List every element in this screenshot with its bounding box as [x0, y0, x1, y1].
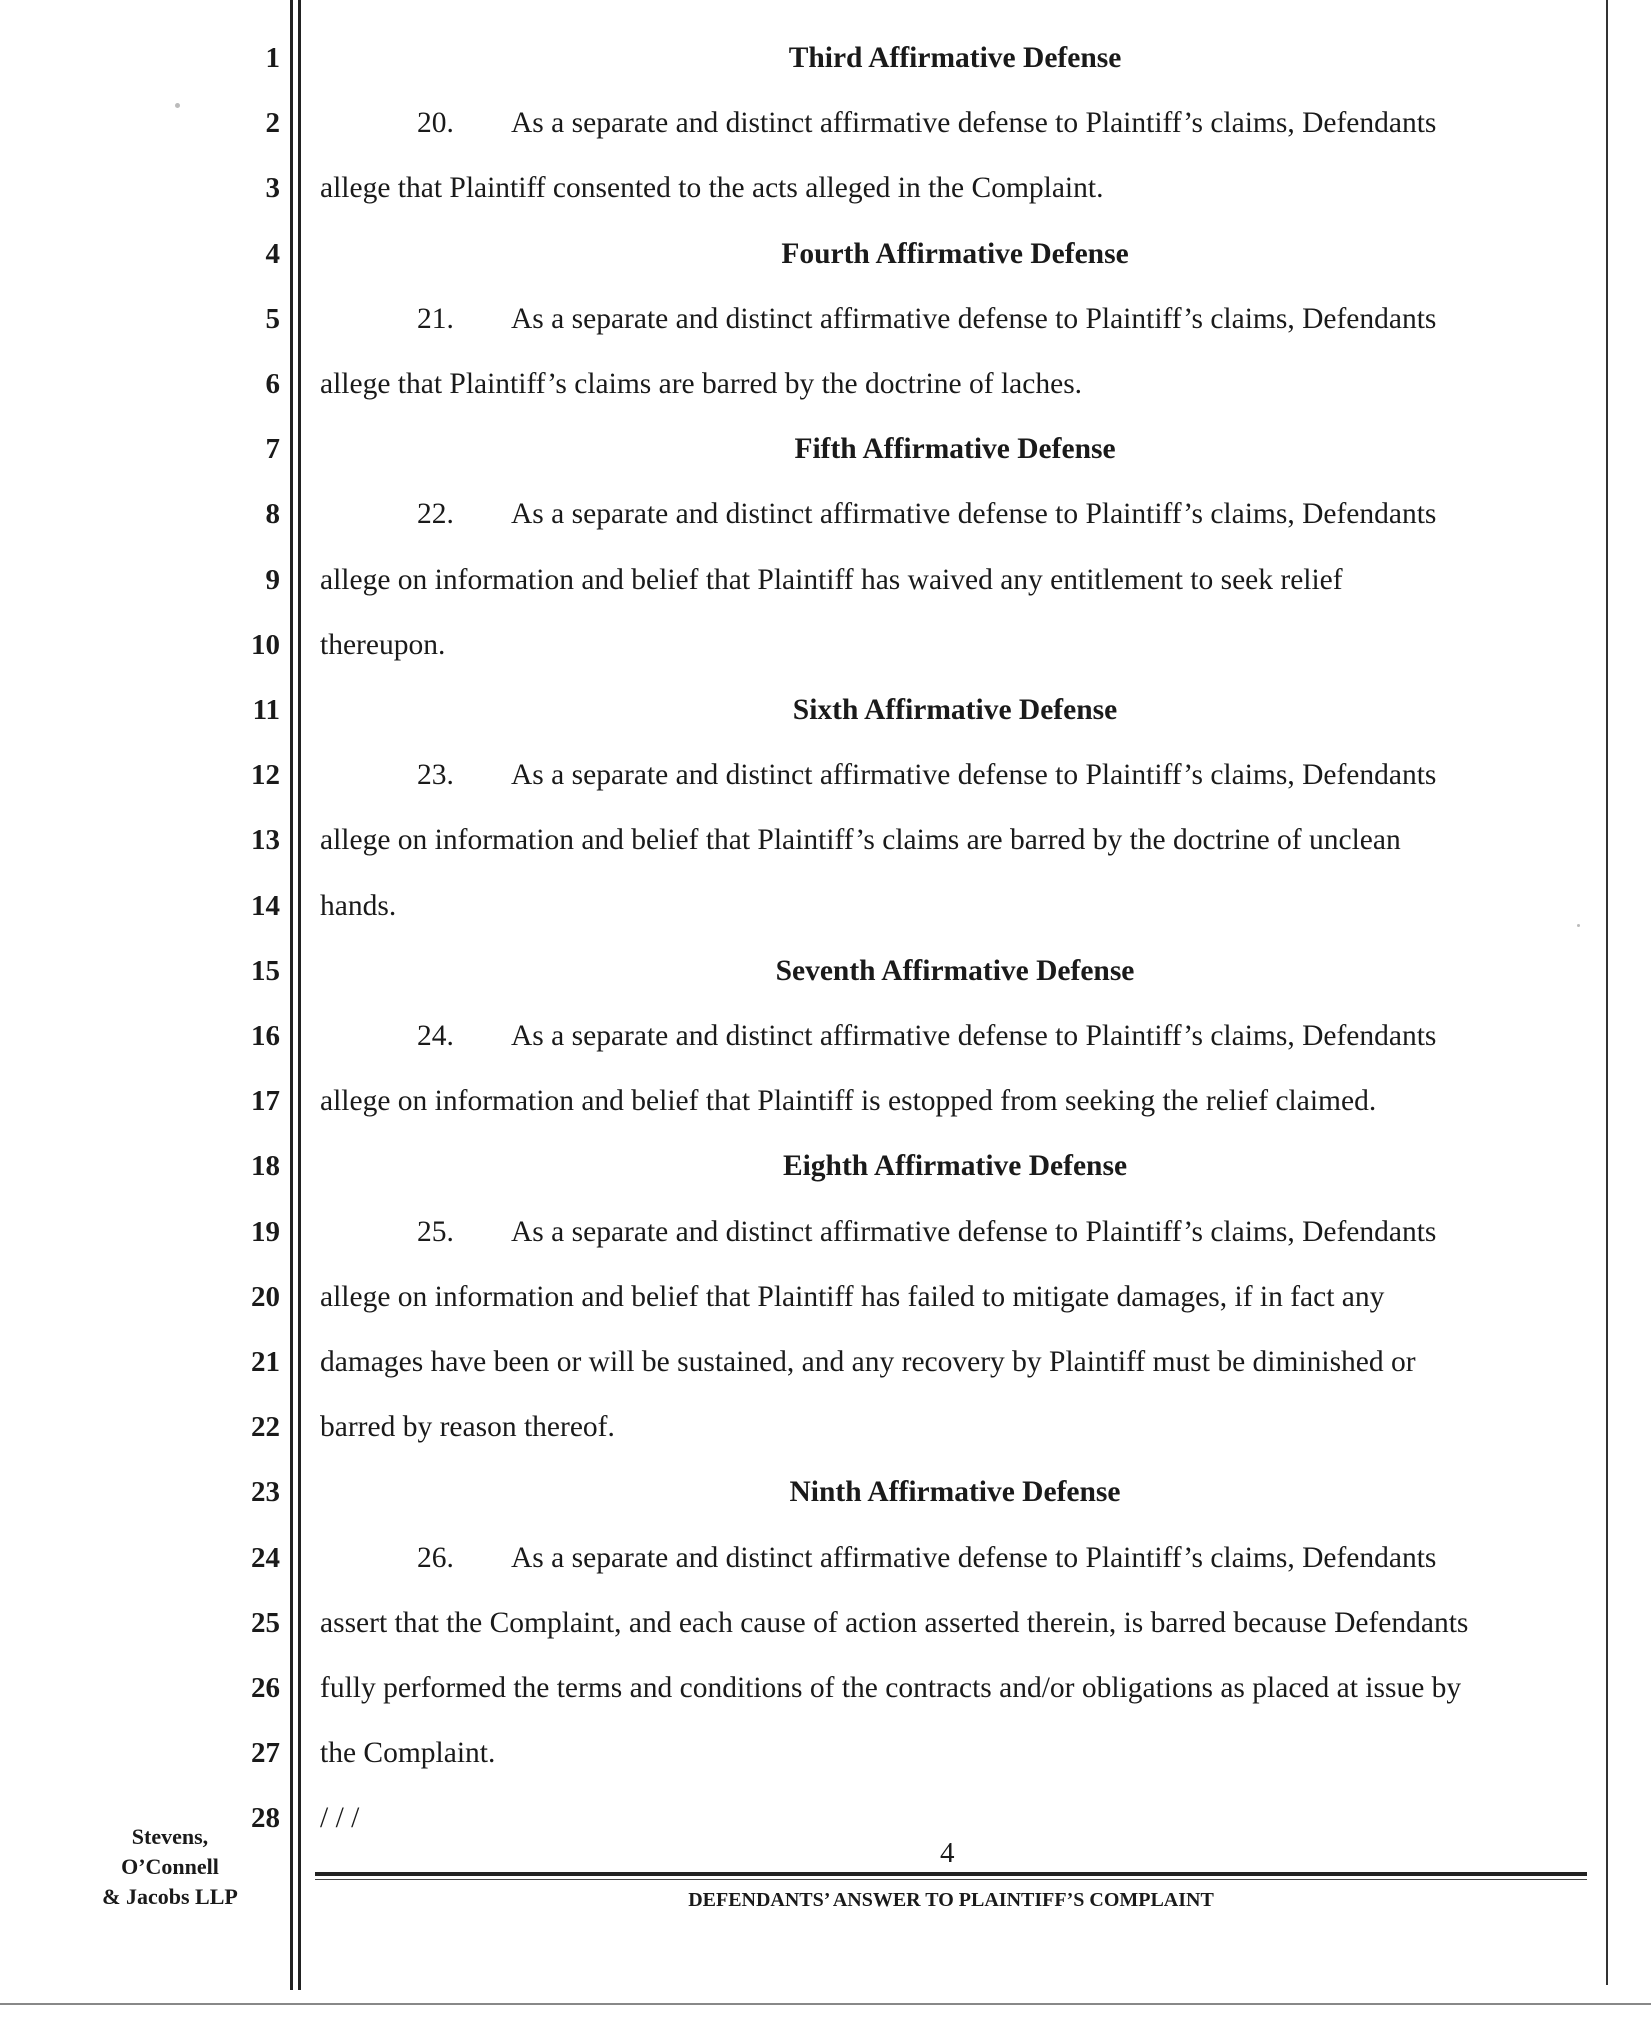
scan-edge-line: [0, 2003, 1651, 2005]
paragraph-number: 20.: [417, 107, 454, 140]
line-number: 20: [251, 1280, 280, 1313]
line-number: 5: [265, 302, 280, 335]
line-number: 21: [251, 1346, 280, 1378]
paragraph-line: assert that the Complaint, and each cause of action asserted therein, is barred because Defendants: [320, 1606, 1469, 1639]
right-margin-rule: [1606, 0, 1608, 1985]
firm-line: & Jacobs LLP: [102, 1884, 238, 1909]
footer-rule-thin: [315, 1879, 1587, 1880]
paragraph-first-line: [320, 302, 1590, 336]
line-number: 10: [251, 628, 280, 661]
line-number: 13: [251, 824, 280, 857]
paragraph-first-line: [320, 497, 1590, 531]
paragraph-text: As a separate and distinct affirmative defense to Plaintiff’s claims, Defendants: [511, 1215, 1437, 1248]
left-margin-rule: [290, 0, 293, 1990]
paragraph-first-line: [320, 106, 1590, 140]
section-heading: Eighth Affirmative Defense: [782, 1150, 1128, 1183]
paragraph-text: As a separate and distinct affirmative defense to Plaintiff’s claims, Defendants: [511, 759, 1437, 792]
paragraph-line: allege that Plaintiff consented to the acts alleged in the Complaint.: [320, 172, 1104, 205]
line-number: 15: [251, 954, 280, 987]
paragraph-text: As a separate and distinct affirmative defense to Plaintiff’s claims, Defendants: [511, 1541, 1437, 1574]
line-number: 25: [251, 1606, 280, 1639]
paragraph-line: / / /: [320, 1802, 360, 1835]
firm-line: O’Connell: [121, 1854, 219, 1879]
paragraph-first-line: [320, 1541, 1590, 1575]
scan-speck: [1577, 924, 1580, 927]
paragraph-number: 21.: [417, 302, 454, 335]
section-heading: Third Affirmative Defense: [788, 42, 1122, 74]
line-number: 23: [251, 1476, 280, 1509]
paragraph-line: damages have been or will be sustained, and any recovery by Plaintiff must be diminished or: [320, 1346, 1416, 1378]
section-heading: Seventh Affirmative Defense: [775, 954, 1135, 987]
paragraph-number: 24.: [417, 1020, 454, 1052]
section-heading: Sixth Affirmative Defense: [792, 694, 1118, 726]
paragraph-text: As a separate and distinct affirmative defense to Plaintiff’s claims, Defendants: [511, 1020, 1437, 1052]
paragraph-line: the Complaint.: [320, 1737, 496, 1770]
line-number: 18: [251, 1150, 280, 1183]
paragraph-text: As a separate and distinct affirmative defense to Plaintiff’s claims, Defendants: [511, 107, 1437, 140]
paragraph-first-line: [320, 1019, 1590, 1053]
paragraph-number: 26.: [417, 1541, 454, 1574]
footer-rule: [315, 1872, 1587, 1876]
line-number: 6: [265, 368, 280, 400]
paragraph-line: allege on information and belief that Plaintiff is estopped from seeking the relief claimed.: [320, 1085, 1377, 1118]
firm-line: Stevens,: [131, 1824, 209, 1849]
paragraph-line: allege on information and belief that Plaintiff has waived any entitlement to seek relief: [320, 563, 1343, 596]
paragraph-first-line: [320, 758, 1590, 792]
paragraph-number: 22.: [417, 498, 454, 531]
line-number: 14: [251, 889, 280, 922]
section-heading: Fourth Affirmative Defense: [781, 237, 1129, 270]
paragraph-line: allege on information and belief that Plaintiff has failed to mitigate damages, if in fact any: [320, 1280, 1385, 1313]
paragraph-line: barred by reason thereof.: [320, 1411, 615, 1444]
line-number: 27: [251, 1737, 280, 1770]
paragraph-first-line: [320, 1215, 1590, 1249]
page-number: 4: [940, 1837, 955, 1869]
law-firm-name: [80, 1822, 260, 1912]
paragraph-line: allege that Plaintiff’s claims are barred by the doctrine of laches.: [320, 368, 1083, 400]
line-number: 1: [265, 42, 280, 74]
paragraph-line: hands.: [320, 889, 397, 922]
line-number: 2: [265, 107, 280, 140]
line-number: 17: [251, 1085, 280, 1118]
scan-speck: [175, 103, 180, 108]
paragraph-line: thereupon.: [320, 628, 446, 661]
line-number: 7: [265, 433, 280, 466]
line-number: 16: [251, 1020, 280, 1052]
paragraph-text: As a separate and distinct affirmative defense to Plaintiff’s claims, Defendants: [511, 498, 1437, 531]
line-number: 3: [265, 172, 280, 205]
line-number: 4: [265, 237, 280, 270]
paragraph-line: fully performed the terms and conditions of the contracts and/or obligations as placed at issue by: [320, 1672, 1462, 1704]
paragraph-text: As a separate and distinct affirmative defense to Plaintiff’s claims, Defendants: [511, 302, 1437, 335]
line-number: 19: [251, 1215, 280, 1248]
line-number: 8: [265, 498, 280, 531]
paragraph-line: allege on information and belief that Plaintiff’s claims are barred by the doctrine of unclean: [320, 824, 1401, 857]
left-margin-rule-inner: [298, 0, 301, 1990]
line-number: 28: [251, 1802, 280, 1835]
section-heading: Ninth Affirmative Defense: [789, 1476, 1121, 1509]
line-number: 11: [252, 694, 280, 726]
line-number: 9: [265, 563, 280, 596]
line-number: 12: [251, 759, 280, 792]
paragraph-number: 25.: [417, 1215, 454, 1248]
footer-caption: DEFENDANTS’ ANSWER TO PLAINTIFF’S COMPLAINT: [688, 1889, 1214, 1911]
section-heading: Fifth Affirmative Defense: [794, 433, 1116, 466]
paragraph-number: 23.: [417, 759, 454, 792]
line-number: 22: [251, 1411, 280, 1444]
line-number: 26: [251, 1672, 280, 1704]
line-number: 24: [251, 1541, 280, 1574]
